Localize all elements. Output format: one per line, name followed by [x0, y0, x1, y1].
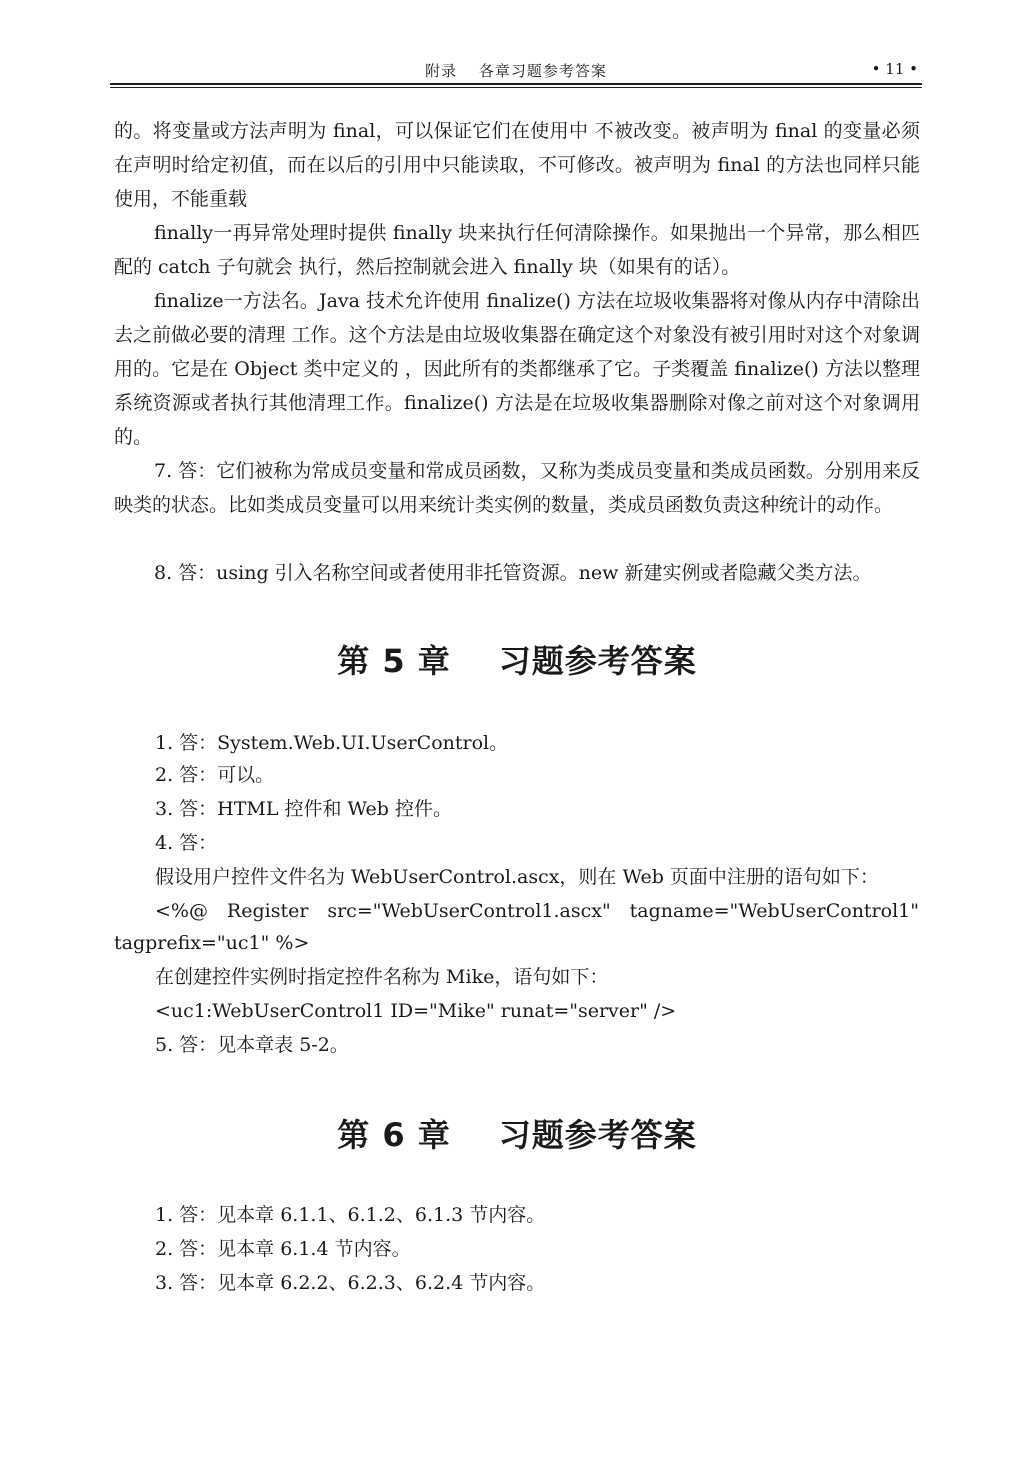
header-rule-thick: [110, 83, 922, 85]
paragraph-final: 的。将变量或方法声明为 final，可以保证它们在使用中 不被改变。被声明为 final 的变量必须在声明时给定初值，而在以后的引用中只能读取，不可修改。被声明为 final 的方法也同样只能使用，不能重载: [114, 120, 920, 210]
register-statement: [155, 896, 919, 926]
header-rule-thin: [110, 87, 922, 88]
ch6-answer-1: 1. 答：见本章 6.1.1、6.1.2、6.1.3 节内容。: [155, 1204, 546, 1226]
ch5-answer-4-text-1: 假设用户控件文件名为 WebUserControl.ascx，则在 Web 页面中注册的语句如下：: [155, 866, 879, 888]
chapter-6-number: 第 6 章: [337, 1116, 451, 1154]
register-part-2: Register: [226, 900, 309, 922]
ch5-answer-2: 2. 答：可以。: [155, 764, 275, 786]
running-header: [110, 56, 922, 86]
ch5-answer-5: 5. 答：见本章表 5-2。: [155, 1034, 349, 1056]
ch6-answer-2: 2. 答：见本章 6.1.4 节内容。: [155, 1238, 411, 1260]
ch5-answer-3: 3. 答：HTML 控件和 Web 控件。: [155, 798, 452, 820]
register-statement-continued: tagprefix="uc1" %>: [114, 932, 310, 954]
ch6-answer-3: 3. 答：见本章 6.2.2、6.2.3、6.2.4 节内容。: [155, 1272, 546, 1294]
chapter-5-heading: [114, 636, 920, 682]
paragraph-finalize: finalize一方法名。Java 技术允许使用 finalize() 方法在垃圾收集器将对像从内存中清除出去之前做必要的清理 工作。这个方法是由垃圾收集器在确定这个对象没有被引用时对这个对象调用的。它是在 Object 类中定义的 ，因此所有的类都继承了它。子类覆盖 finalize() 方法以整理系统资源或者执行其他清理工作。finalize() 方法是在垃圾收集器删除对像之前对这个对象调用的。: [114, 290, 920, 448]
paragraph-answer-7: 7. 答：它们被称为常成员变量和常成员函数，又称为类成员变量和类成员函数。分别用来反映类的状态。比如类成员变量可以用来统计类实例的数量，类成员函数负责这种统计的动作。: [114, 460, 920, 516]
ch5-answer-4-code: <uc1:WebUserControl1 ID="Mike" runat="server" />: [155, 1000, 677, 1022]
paragraph-finally: finally一再异常处理时提供 finally 块来执行任何清除操作。如果抛出一个异常，那么相匹配的 catch 子句就会 执行，然后控制就会进入 finally 块（如果有的话）。: [114, 222, 920, 278]
paragraph-answer-8: 8. 答：using 引入名称空间或者使用非托管资源。new 新建实例或者隐藏父类方法。: [154, 562, 872, 584]
ch5-answer-4-text-2: 在创建控件实例时指定控件名称为 Mike，语句如下：: [155, 966, 609, 988]
page-number: • 11 •: [871, 60, 918, 78]
chapter-5-number: 第 5 章: [337, 642, 451, 680]
chapter-6-heading: [114, 1110, 920, 1156]
register-part-1: <%@: [155, 900, 208, 922]
chapter-6-title: 习题参考答案: [498, 1116, 697, 1154]
ch5-answer-4: 4. 答：: [155, 832, 218, 854]
running-header-title: 附录 各章习题参考答案: [425, 62, 607, 80]
register-part-4: tagname="WebUserControl1": [629, 900, 919, 922]
ch5-answer-1: 1. 答：System.Web.UI.UserControl。: [155, 732, 509, 754]
chapter-5-title: 习题参考答案: [498, 642, 697, 680]
register-part-3: src="WebUserControl1.ascx": [327, 900, 611, 922]
